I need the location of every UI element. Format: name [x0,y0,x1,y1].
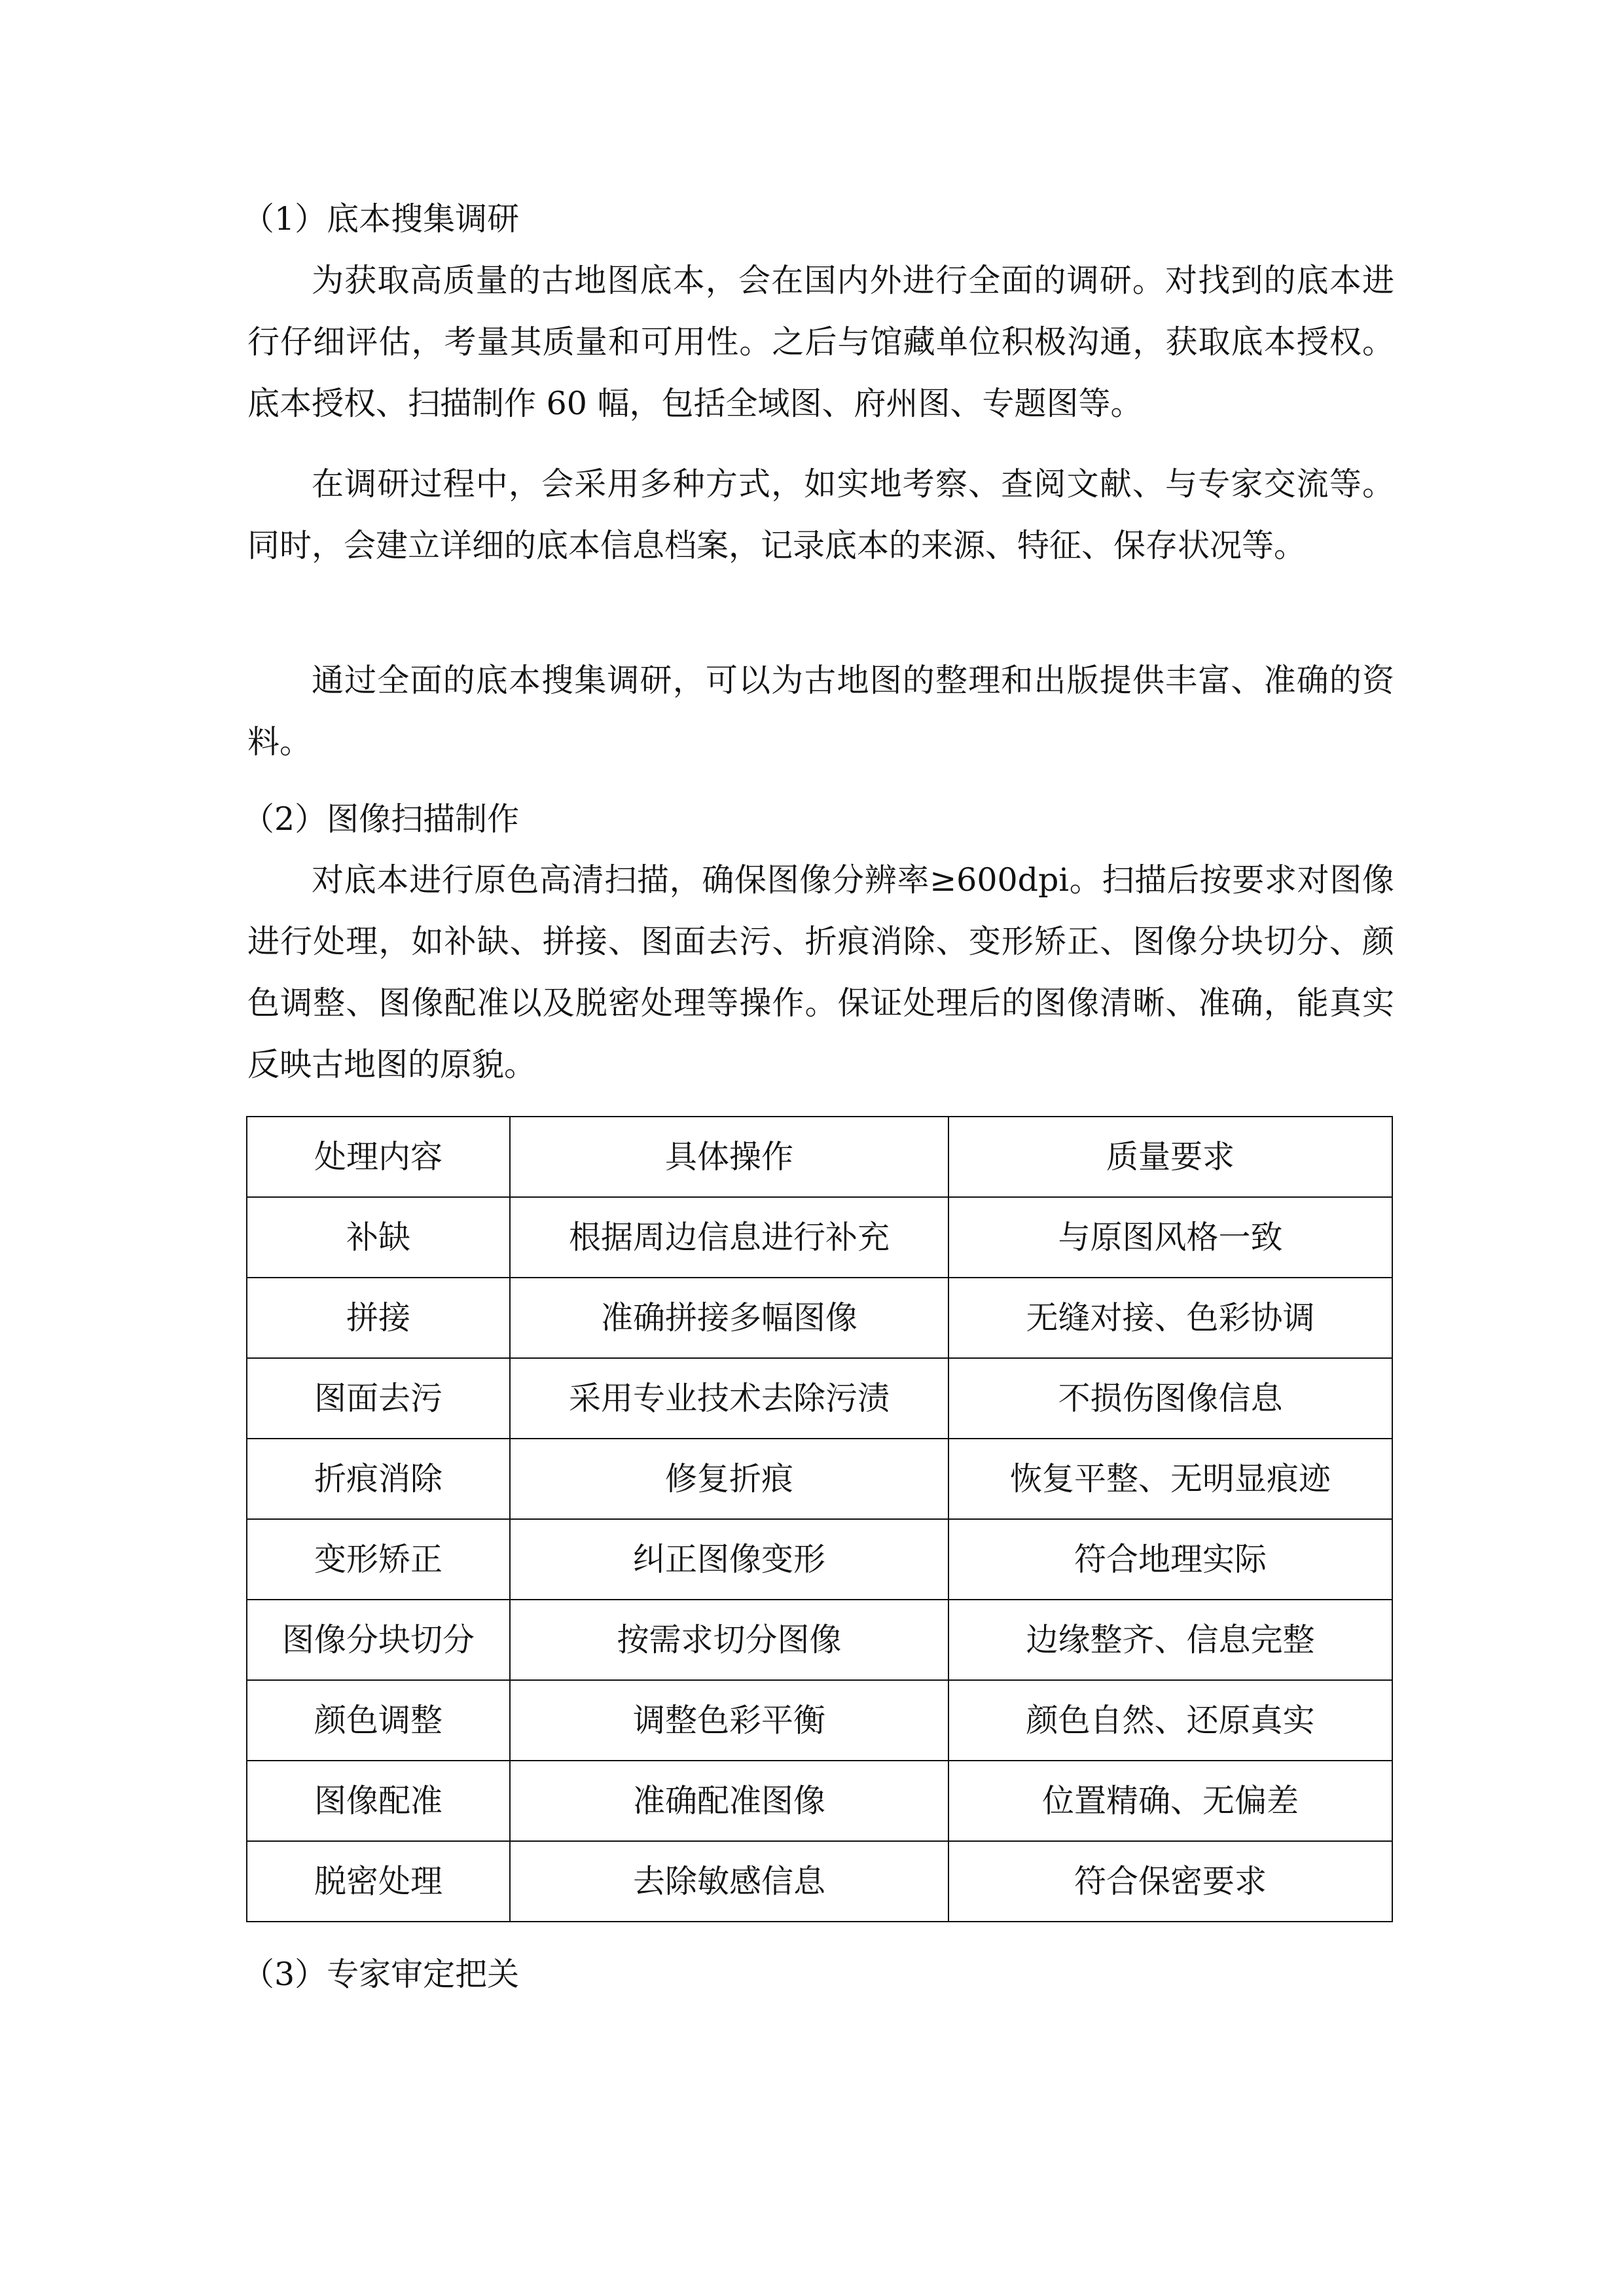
table-cell: 折痕消除 [247,1439,510,1519]
table-cell: 修复折痕 [510,1439,948,1519]
table-cell: 调整色彩平衡 [510,1680,948,1761]
table-cell: 准确配准图像 [510,1761,948,1841]
table-cell: 变形矫正 [247,1519,510,1600]
section2-heading: （2）图像扫描制作 [242,800,520,838]
table-cell: 拼接 [247,1278,510,1358]
processing-table [246,1116,1393,1922]
table-cell: 与原图风格一致 [948,1197,1392,1278]
table-cell: 符合保密要求 [948,1841,1392,1922]
table-row [247,1439,1392,1519]
table-header-cell: 具体操作 [510,1117,948,1197]
table-header-cell: 质量要求 [948,1117,1392,1197]
table-cell: 根据周边信息进行补充 [510,1197,948,1278]
table-cell: 按需求切分图像 [510,1600,948,1680]
table-cell: 颜色自然、还原真实 [948,1680,1392,1761]
table-cell: 补缺 [247,1197,510,1278]
table-cell: 采用专业技术去除污渍 [510,1358,948,1439]
table-header-cell: 处理内容 [247,1117,510,1197]
table-row [247,1761,1392,1841]
table-cell: 图面去污 [247,1358,510,1439]
table-row [247,1519,1392,1600]
section1-paragraph-3: 通过全面的底本搜集调研，可以为古地图的整理和出版提供丰富、准确的资料。 [247,662,1394,761]
section3-heading: （3）专家审定把关 [242,1956,520,1993]
table-row [247,1680,1392,1761]
table-cell: 符合地理实际 [948,1519,1392,1600]
table-row [247,1278,1392,1358]
table-cell: 无缝对接、色彩协调 [948,1278,1392,1358]
table-row [247,1197,1392,1278]
section2-paragraph: 对底本进行原色高清扫描，确保图像分辨率≥600dpi。扫描后按要求对图像进行处理，如补缺、拼接、图面去污、折痕消除、变形矫正、图像分块切分、颜色调整、图像配准以及脱密处理等操作。保证处理后的图像清晰、准确，能真实反映古地图的原貌。 [247,861,1394,1083]
table-cell: 脱密处理 [247,1841,510,1922]
table-cell: 位置精确、无偏差 [948,1761,1392,1841]
table-cell: 图像分块切分 [247,1600,510,1680]
section1-heading: （1）底本搜集调研 [242,200,520,238]
table-row [247,1841,1392,1922]
table-cell: 恢复平整、无明显痕迹 [948,1439,1392,1519]
table-cell: 图像配准 [247,1761,510,1841]
table-cell: 不损伤图像信息 [948,1358,1392,1439]
section1-paragraph-1: 为获取高质量的古地图底本，会在国内外进行全面的调研。对找到的底本进行仔细评估，考量其质量和可用性。之后与馆藏单位积极沟通，获取底本授权。底本授权、扫描制作 60 幅，包括全域图、府州图、专题图等。 [247,262,1394,422]
table-cell: 颜色调整 [247,1680,510,1761]
table-row [247,1358,1392,1439]
section1-paragraph-2: 在调研过程中，会采用多种方式，如实地考察、查阅文献、与专家交流等。同时，会建立详细的底本信息档案，记录底本的来源、特征、保存状况等。 [247,465,1394,564]
table-header-row [247,1117,1392,1197]
table-cell: 去除敏感信息 [510,1841,948,1922]
table-cell: 边缘整齐、信息完整 [948,1600,1392,1680]
table-cell: 纠正图像变形 [510,1519,948,1600]
table-row [247,1600,1392,1680]
table-cell: 准确拼接多幅图像 [510,1278,948,1358]
